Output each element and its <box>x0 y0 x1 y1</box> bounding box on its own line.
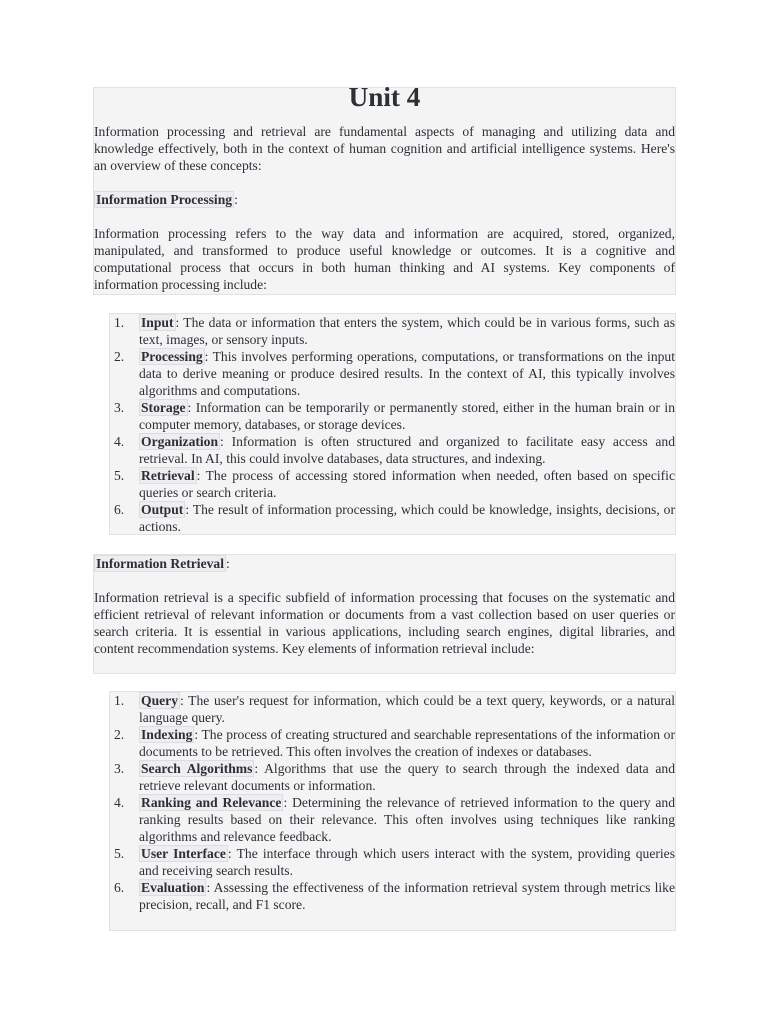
list-item <box>110 760 675 794</box>
list-number: 2. <box>114 349 125 364</box>
list-item <box>110 845 675 879</box>
retrieval-section <box>93 554 676 674</box>
item-text: : Information can be temporarily or permanently stored, either in the human brain or in computer memory, databases, or storage devices. <box>139 400 675 432</box>
item-term: Search Algorithms <box>141 761 253 776</box>
item-term: Storage <box>141 400 186 415</box>
item-term: Ranking and Relevance <box>141 795 282 810</box>
list-number: 2. <box>114 727 125 742</box>
retrieval-heading: Information Retrieval <box>96 556 224 571</box>
item-term: Query <box>141 693 178 708</box>
item-term: Organization <box>141 434 219 449</box>
item-term: Input <box>141 315 174 330</box>
list-number: 5. <box>114 468 125 483</box>
item-term: Evaluation <box>141 880 205 895</box>
retrieval-heading-line: Information Retrieval : <box>96 556 230 571</box>
list-number: 6. <box>114 880 125 895</box>
list-item <box>110 348 675 399</box>
list-item <box>110 692 675 726</box>
item-term: Retrieval <box>141 468 195 483</box>
retrieval-paragraph: Information retrieval is a specific subfield of information processing that focuses on the systematic and efficient retrieval of relevant information or documents from a vast collection based on user queries or search criteria. It is essential in various applications, including search engines, digital libraries, and content recommendation systems. Key elements of information retrieval include: <box>94 590 675 656</box>
list-item <box>110 314 675 348</box>
list-item <box>110 433 675 467</box>
page-title: Unit 4 <box>348 82 421 112</box>
list-number: 4. <box>114 795 125 810</box>
list-number: 3. <box>114 761 125 776</box>
item-term: Indexing <box>141 727 193 742</box>
list-item <box>110 467 675 501</box>
item-term: Processing <box>141 349 203 364</box>
item-text: : The result of information processing, which could be knowledge, insights, decisions, or actions. <box>139 502 675 534</box>
item-text: : Information is often structured and organized to facilitate easy access and retrieval. In AI, this could involve databases, data structures, and indexing. <box>139 434 675 466</box>
item-text: : The process of accessing stored information when needed, often based on specific queries or search criteria. <box>139 468 675 500</box>
retrieval-list <box>109 691 676 931</box>
list-number: 5. <box>114 846 125 861</box>
item-text: : Algorithms that use the query to search through the indexed data and retrieve relevant documents or information. <box>139 761 675 793</box>
item-text: : This involves performing operations, computations, or transformations on the input data to derive meaning or produce desired results. In the context of AI, this typically involves algorithms and computations. <box>139 349 675 398</box>
item-text: : Assessing the effectiveness of the information retrieval system through metrics like precision, recall, and F1 score. <box>139 880 675 912</box>
intro-paragraph: Information processing and retrieval are fundamental aspects of managing and utilizing data and knowledge effectively, both in the context of human cognition and artificial intelligence systems. Here's an overview of these concepts: <box>94 124 675 173</box>
list-number: 6. <box>114 502 125 517</box>
item-term: Output <box>141 502 184 517</box>
processing-paragraph: Information processing refers to the way data and information are acquired, stored, organized, manipulated, and transformed to produce useful knowledge or outcomes. It is a cognitive and computational process that occurs in both human thinking and AI systems. Key components of information processing include: <box>94 226 675 292</box>
item-text: : Determining the relevance of retrieved information to the query and ranking results based on their relevance. This often involves using techniques like ranking algorithms and relevance feedback. <box>139 795 675 844</box>
list-item <box>110 794 675 845</box>
processing-list <box>109 313 676 535</box>
item-text: : The data or information that enters the system, which could be in various forms, such as text, images, or sensory inputs. <box>139 315 675 347</box>
list-item <box>110 501 675 535</box>
list-item <box>110 399 675 433</box>
processing-heading: Information Processing <box>96 192 233 207</box>
list-number: 4. <box>114 434 125 449</box>
intro-section <box>93 82 676 295</box>
processing-heading-line: Information Processing : <box>96 192 238 207</box>
item-term: User Interface <box>141 846 226 861</box>
list-number: 3. <box>114 400 125 415</box>
item-text: : The process of creating structured and searchable representations of the information or documents to be retrieved. This often involves the creation of indexes or databases. <box>139 727 675 759</box>
list-item <box>110 879 675 913</box>
list-number: 1. <box>114 693 125 708</box>
list-item <box>110 726 675 760</box>
item-text: : The user's request for information, which could be a text query, keywords, or a natural language query. <box>139 693 675 725</box>
list-number: 1. <box>114 315 125 330</box>
item-text: : The interface through which users interact with the system, providing queries and receiving search results. <box>139 846 675 878</box>
